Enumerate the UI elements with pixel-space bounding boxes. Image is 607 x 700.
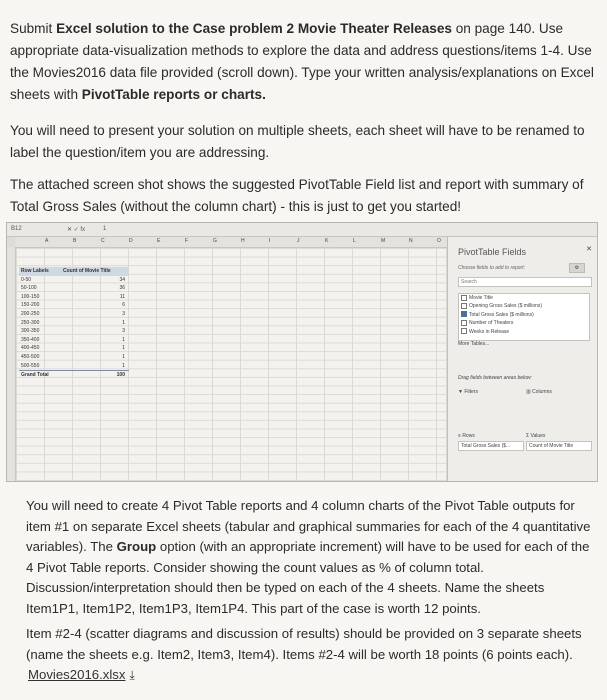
- pivot-rows: [19, 276, 129, 371]
- field-label: Total Gross Sales ($ millions): [469, 311, 534, 318]
- pivot-row-value: 1: [122, 353, 125, 360]
- close-icon[interactable]: ✕: [586, 246, 592, 253]
- gear-icon[interactable]: ⚙: [569, 263, 585, 273]
- drag-hint: Drag fields between areas below:: [458, 375, 532, 381]
- column-header-a: A: [45, 238, 49, 244]
- column-header-o: O: [437, 238, 441, 244]
- count-header: Count of Movie Title: [63, 268, 111, 274]
- column-header-c: C: [101, 238, 105, 244]
- field-checkbox[interactable]: [461, 295, 467, 301]
- column-header-f: F: [185, 238, 189, 244]
- more-tables-link[interactable]: More Tables...: [458, 341, 490, 347]
- pivot-row: [19, 319, 129, 328]
- pivot-row-value: 11: [119, 293, 125, 300]
- pivot-row: [19, 344, 129, 353]
- pivot-row-value: 36: [119, 285, 125, 292]
- pivot-row: [19, 276, 129, 285]
- pivot-row: [19, 362, 129, 371]
- instructions-paragraph-5: Item #2-4 (scatter diagrams and discussion of results) should be provided on 3 separate sheets (name the sheets e.g. Item2, Item3, Item4). Items #2-4 will be worth 18 points (6 points each).: [26, 626, 582, 662]
- values-area: [526, 433, 588, 449]
- cell-reference: B12: [11, 226, 22, 232]
- column-header-m: M: [381, 238, 386, 244]
- field-item[interactable]: [459, 319, 589, 327]
- filters-area: [458, 389, 520, 395]
- movies2016-file-link[interactable]: [28, 667, 135, 683]
- pivot-row: [19, 293, 129, 302]
- field-label: Number of Theaters: [469, 320, 514, 327]
- pivot-row-label: 150-200: [21, 302, 40, 309]
- pivot-row-label: 400-450: [21, 345, 40, 352]
- filter-icon: ▼: [458, 389, 465, 395]
- pivot-row: [19, 284, 129, 293]
- pivot-row-value: 3: [122, 310, 125, 317]
- rows-area: [458, 433, 520, 449]
- pivot-row-label: 100-150: [21, 293, 40, 300]
- case-title-bold: Excel solution to the Case problem 2 Movie Theater Releases: [56, 21, 452, 36]
- column-header-e: E: [157, 238, 161, 244]
- column-header-b: B: [73, 238, 77, 244]
- instructions-paragraph-4: [26, 496, 592, 619]
- pivottable-bold: PivotTable reports or charts.: [81, 87, 266, 102]
- pivot-row: [19, 336, 129, 345]
- instructions-paragraph-3: The attached screen shot shows the suggested PivotTable Field list and report with summary of Total Gross Sales (without the column chart) - this is just to get you started!: [10, 177, 584, 214]
- rows-field-chip[interactable]: Total Gross Sales ($...: [458, 441, 524, 451]
- field-checkbox[interactable]: [461, 320, 467, 326]
- pivot-header-row: [19, 267, 129, 276]
- instructions-paragraph-2: You will need to present your solution on multiple sheets, each sheet will have to be renamed to label the question/item you are addressing.: [10, 123, 585, 160]
- pivot-row-value: 6: [122, 302, 125, 309]
- field-checkbox[interactable]: [461, 328, 467, 334]
- formula-value: 1: [103, 226, 107, 232]
- column-headers: [15, 237, 447, 248]
- values-icon: Σ: [526, 433, 531, 439]
- values-label: Values: [530, 433, 546, 439]
- pivot-table: [19, 267, 129, 380]
- pivot-row-value: 1: [122, 362, 125, 369]
- text-span: option (with an appropriate increment) will have to be used for each of the 4 Pivot Table reports. Consider showing the count values as % of column total. Discussion/interpretation should then be typed on each of the 4 sheets. Name the sheets Item1P1, Item1P2, Item1P3, Item1P4. This part of the case is worth 12 points.: [26, 539, 590, 616]
- download-icon[interactable]: ⤓: [129, 668, 135, 682]
- field-list: [458, 293, 590, 341]
- field-label: Weeks in Release: [469, 328, 510, 335]
- group-bold: Group: [116, 539, 157, 554]
- row-labels-header: Row Labels: [21, 268, 49, 274]
- columns-icon: ▥: [526, 389, 533, 395]
- pivot-row-label: 250-300: [21, 319, 40, 326]
- column-header-d: D: [129, 238, 133, 244]
- text-span: You will need to create 4 Pivot Table reports and 4 column charts of the Pivot Table outputs for item #1 on separate Excel sheets (tabular and graphical summaries for each of the 4 quantitative variables). The: [26, 498, 591, 554]
- pivot-row-label: 500-550: [21, 362, 40, 369]
- pivot-row-value: 1: [122, 319, 125, 326]
- panel-subtitle: Choose fields to add to report:: [458, 265, 525, 271]
- field-checkbox[interactable]: [461, 311, 467, 317]
- field-item[interactable]: [459, 302, 589, 310]
- pivot-row-label: 0-50: [21, 276, 32, 283]
- field-item[interactable]: [459, 311, 589, 319]
- rows-label: Rows: [462, 433, 475, 439]
- column-header-g: G: [213, 238, 217, 244]
- field-search-input[interactable]: Search: [458, 277, 592, 287]
- grand-total-row: [19, 370, 129, 380]
- file-link-label: Movies2016.xlsx: [28, 667, 126, 682]
- field-item[interactable]: [459, 328, 589, 336]
- field-label: Opening Gross Sales ($ millions): [469, 303, 543, 310]
- column-header-i: I: [269, 238, 271, 244]
- column-header-n: N: [409, 238, 413, 244]
- columns-label: Columns: [532, 389, 552, 395]
- field-checkbox[interactable]: [461, 303, 467, 309]
- pivot-row: [19, 310, 129, 319]
- pivot-row: [19, 353, 129, 362]
- pivottable-fields-panel: [447, 237, 597, 481]
- pivot-row-value: 3: [122, 328, 125, 335]
- text-span: Submit: [10, 21, 57, 36]
- pivot-row-label: 300-350: [21, 328, 40, 335]
- pivot-row-label: 350-400: [21, 336, 40, 343]
- column-header-h: H: [241, 238, 245, 244]
- grand-total-value: 100: [116, 372, 125, 379]
- pivot-row-value: 1: [122, 345, 125, 352]
- field-item[interactable]: [459, 294, 589, 302]
- pivot-row-label: 50-100: [21, 285, 37, 292]
- values-field-chip[interactable]: Count of Movie Title: [526, 441, 592, 451]
- formula-bar: [7, 223, 597, 237]
- grand-total-label: Grand Total: [21, 372, 49, 379]
- columns-area: [526, 389, 588, 395]
- column-header-l: L: [353, 238, 356, 244]
- rows-icon: ≡: [458, 433, 463, 439]
- pivot-row-label: 450-500: [21, 353, 40, 360]
- row-headers: [7, 247, 16, 481]
- pivot-row-value: 1: [122, 336, 125, 343]
- column-header-k: K: [325, 238, 329, 244]
- filters-label: Filters: [464, 389, 478, 395]
- pivot-row-label: 200-250: [21, 310, 40, 317]
- panel-title: PivotTable Fields: [458, 247, 527, 257]
- pivot-row: [19, 301, 129, 310]
- pivot-row-value: 34: [119, 276, 125, 283]
- instructions-paragraph-1: [10, 18, 600, 106]
- column-header-j: J: [297, 238, 300, 244]
- pivot-row: [19, 327, 129, 336]
- excel-screenshot: [6, 222, 598, 482]
- formula-icons: ✕ ✓ fx: [67, 227, 86, 233]
- field-label: Movie Title: [469, 295, 493, 301]
- text-span: on page 140. Use appropriate data-visualization methods to explore the data and address questions/items 1-4. Use the Movies2016 data file provided (scroll down). Type your written analysis/explanations on Excel sheets with: [10, 21, 594, 102]
